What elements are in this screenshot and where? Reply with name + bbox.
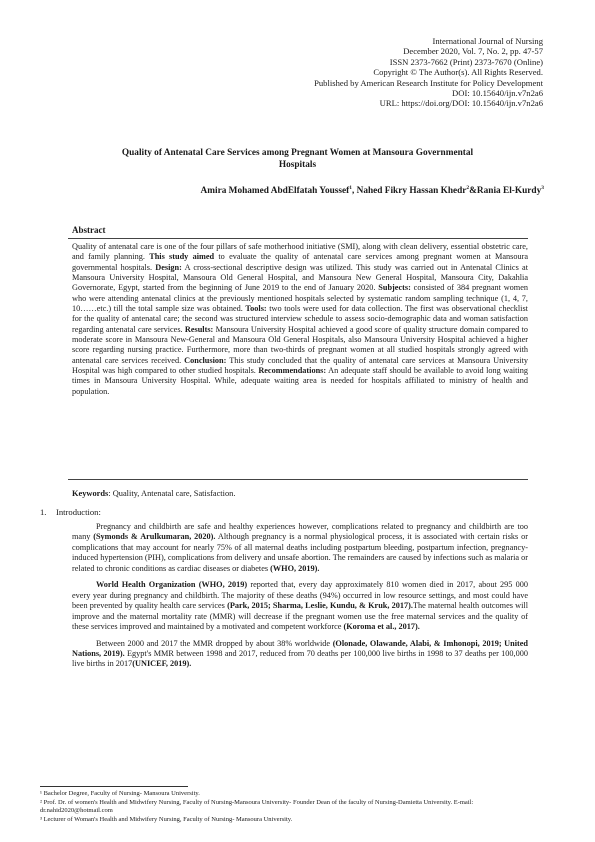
citation: (Symonds & Arulkumaran, 2020). [93, 532, 216, 542]
text-segment: Pregnancy and childbirth are safe and healthy experiences however, complications related to pregnancy and childbirth are too many [72, 522, 528, 542]
footnote-2: ² Prof. Dr. of women's Health and Midwifery Nursing, Faculty of Nursing-Mansoura University- Founder Dean of the faculty of Nursing-Damietta University. E-mail: dr.nahid2020@hotmail.com [40, 798, 474, 814]
paper-title [72, 147, 523, 171]
abstract-segment: Mansoura University Hospital achieved a good score of quality structure domain compared to moderate score in Mansoura New-General and Mansoura Old General Hospitals, also Mansoura University Hospital achieved a higher score regarding nursing practice. Furthermore, more than two-thirds of pregnant women at all studied hospitals strongly agreed with antenatal care services received. [72, 324, 529, 365]
journal-header [143, 36, 543, 109]
abstract-subjects-label: Subjects: [378, 283, 411, 293]
paper-title-line-2: Hospitals [278, 160, 317, 170]
footnotes [40, 790, 540, 824]
author-3: Rania El-Kurdy [476, 186, 542, 196]
abstract-tools-label: Tools: [245, 304, 267, 314]
journal-issue: December 2020, Vol. 7, No. 2, pp. 47-57 [403, 46, 543, 57]
paragraph [72, 522, 528, 574]
doi-line: DOI: 10.15640/ijn.v7n2a6 [452, 88, 543, 99]
text-segment: Between 2000 and 2017 the MMR dropped by about 38% worldwide [96, 638, 333, 648]
paragraph [72, 639, 528, 670]
abstract-conclusion-label: Conclusion: [184, 355, 227, 365]
keywords-label: Keywords [72, 489, 109, 498]
publisher-line: Published by American Research Institute for Policy Development [314, 77, 543, 88]
abstract-segment: Quality of antenatal care is one of the four pillars of safe motherhood initiative (SMI), along with clean delivery, essential obstetric care, and family planning. [72, 242, 528, 262]
section-number: 1. [40, 507, 47, 517]
abstract-segment: This study concluded that the quality of antenatal care services at Mansoura University Hospital was high compared to other studied hospitals. [72, 355, 529, 376]
author-separator-2: & [469, 186, 477, 196]
citation: (Olonade, Olawande, Alabi, & Imhonopi, 2019; United Nations, 2019). [72, 638, 529, 658]
citation: (Koroma et al., 2017). [343, 622, 420, 632]
text-segment: reported that, every day approximately 810 women died in 2017, about 295 000 every year during pregnancy and childbirth. The majority of these deaths (94%) occurred in low resource settings, and most could have been prevented by quality health care services [72, 580, 529, 611]
citation: (UNICEF, 2019). [132, 659, 192, 669]
abstract-segment: An adequate staff should be available to avoid long waiting times in Mansoura University Hospital. While, adequate waiting area is needed for hospitals affiliated to ministry of health and population. [72, 366, 528, 396]
citation: World Health Organization (WHO, 2019) [96, 580, 248, 590]
text-segment: The maternal health outcomes will improve and the maternal mortality rate (MMR) will decrease if the pregnant women use the free maternal services and the quality of these services improved and maintained by a motivated and competent workforce [72, 601, 529, 632]
abstract-segment: A cross-sectional descriptive design was utilized. This study was carried out in Antenatal Clinics at Mansoura University Hospital, Mansoura Old General Hospital, and Mansoura New General Hospital, Mansoura City, Dakahlia Governorate, Egypt, started from the beginning of June 2019 to the end of January 2020. [72, 262, 528, 293]
journal-name: International Journal of Nursing [432, 36, 543, 46]
copyright-line: Copyright © The Author(s). All Rights Reserved. [373, 67, 543, 78]
abstract-aim-label: This study aimed [149, 252, 215, 262]
keywords-text: : Quality, Antenatal care, Satisfaction. [108, 489, 236, 498]
abstract-segment: two tools were used for data collection. The first was observational checklist for the quality of antenatal care; the second was structured interview schedule to assess socio-demographic data and woman satisfaction regarding antenatal care services. [72, 304, 528, 334]
abstract-text [72, 242, 528, 397]
author-list [60, 185, 544, 197]
citation: (Park, 2015; Sharma, Leslie, Kundu, & Kruk, 2017). [227, 601, 413, 611]
abstract-results-label: Results: [184, 324, 214, 334]
author-2: Nahed Fikry Hassan Khedr [356, 186, 467, 196]
journal-issn: ISSN 2373-7662 (Print) 2373-7670 (Online) [389, 56, 543, 67]
paper-title-line-1: Quality of Antenatal Care Services among Pregnant Women at Mansoura Governmental [121, 148, 474, 158]
abstract-segment: to evaluate the quality of antenatal care services among pregnant women at Mansoura governmental hospitals. [72, 252, 528, 272]
text-segment: Egypt's MMR between 1998 and 2017, reduced from 70 deaths per 100,000 live births in 1998 to 37 deaths per 100,000 live births in 2017 [72, 648, 528, 669]
author-2-affiliation: 2 [466, 184, 470, 191]
url-link[interactable]: URL: https://doi.org/DOI: 10.15640/ijn.v7n2a6 [379, 98, 543, 109]
author-1-affiliation: 1 [349, 184, 352, 191]
footnote-1: ¹ Bachelor Degree, Faculty of Nursing- Mansoura University. [40, 790, 200, 797]
author-separator-1: , [351, 186, 357, 196]
abstract-design-label: Design: [155, 262, 182, 272]
abstract-segment: consisted of 384 pregnant women who were attending antenatal clinics at the previously mentioned hospitals selected by systematic random sampling technique (1, 4, 7, 10……etc.) till the total sample size was obtained. [72, 283, 528, 314]
author-1: Amira Mohamed AbdElfatah Youssef [200, 186, 350, 196]
introduction-body [72, 522, 528, 676]
abstract-recommendations-label: Recommendations: [258, 366, 327, 376]
text-segment: Although pregnancy is a normal physiological process, it is associated with certain risks or complications that may account for nearly 75% of all maternal deaths including postpartum bleeding, postpartum infection, pregnancy-induced hypertension (PIH), complications from delivery and unsafe abortion. The remainders are caused by infections such as malaria or related to chronic conditions as cardiac diseases or diabetes [72, 532, 528, 573]
section-heading [40, 507, 101, 517]
section-title: Introduction: [56, 507, 101, 517]
footnote-3: ³ Lecturer of Woman's Health and Midwifery Nursing, Faculty of Nursing- Mansoura University. [40, 815, 293, 823]
paragraph [72, 580, 528, 632]
keywords-line [72, 489, 235, 498]
author-3-affiliation: 3 [541, 184, 544, 191]
citation: (WHO, 2019). [270, 563, 320, 573]
footnote-divider [40, 786, 188, 787]
abstract-heading: Abstract [72, 225, 106, 235]
